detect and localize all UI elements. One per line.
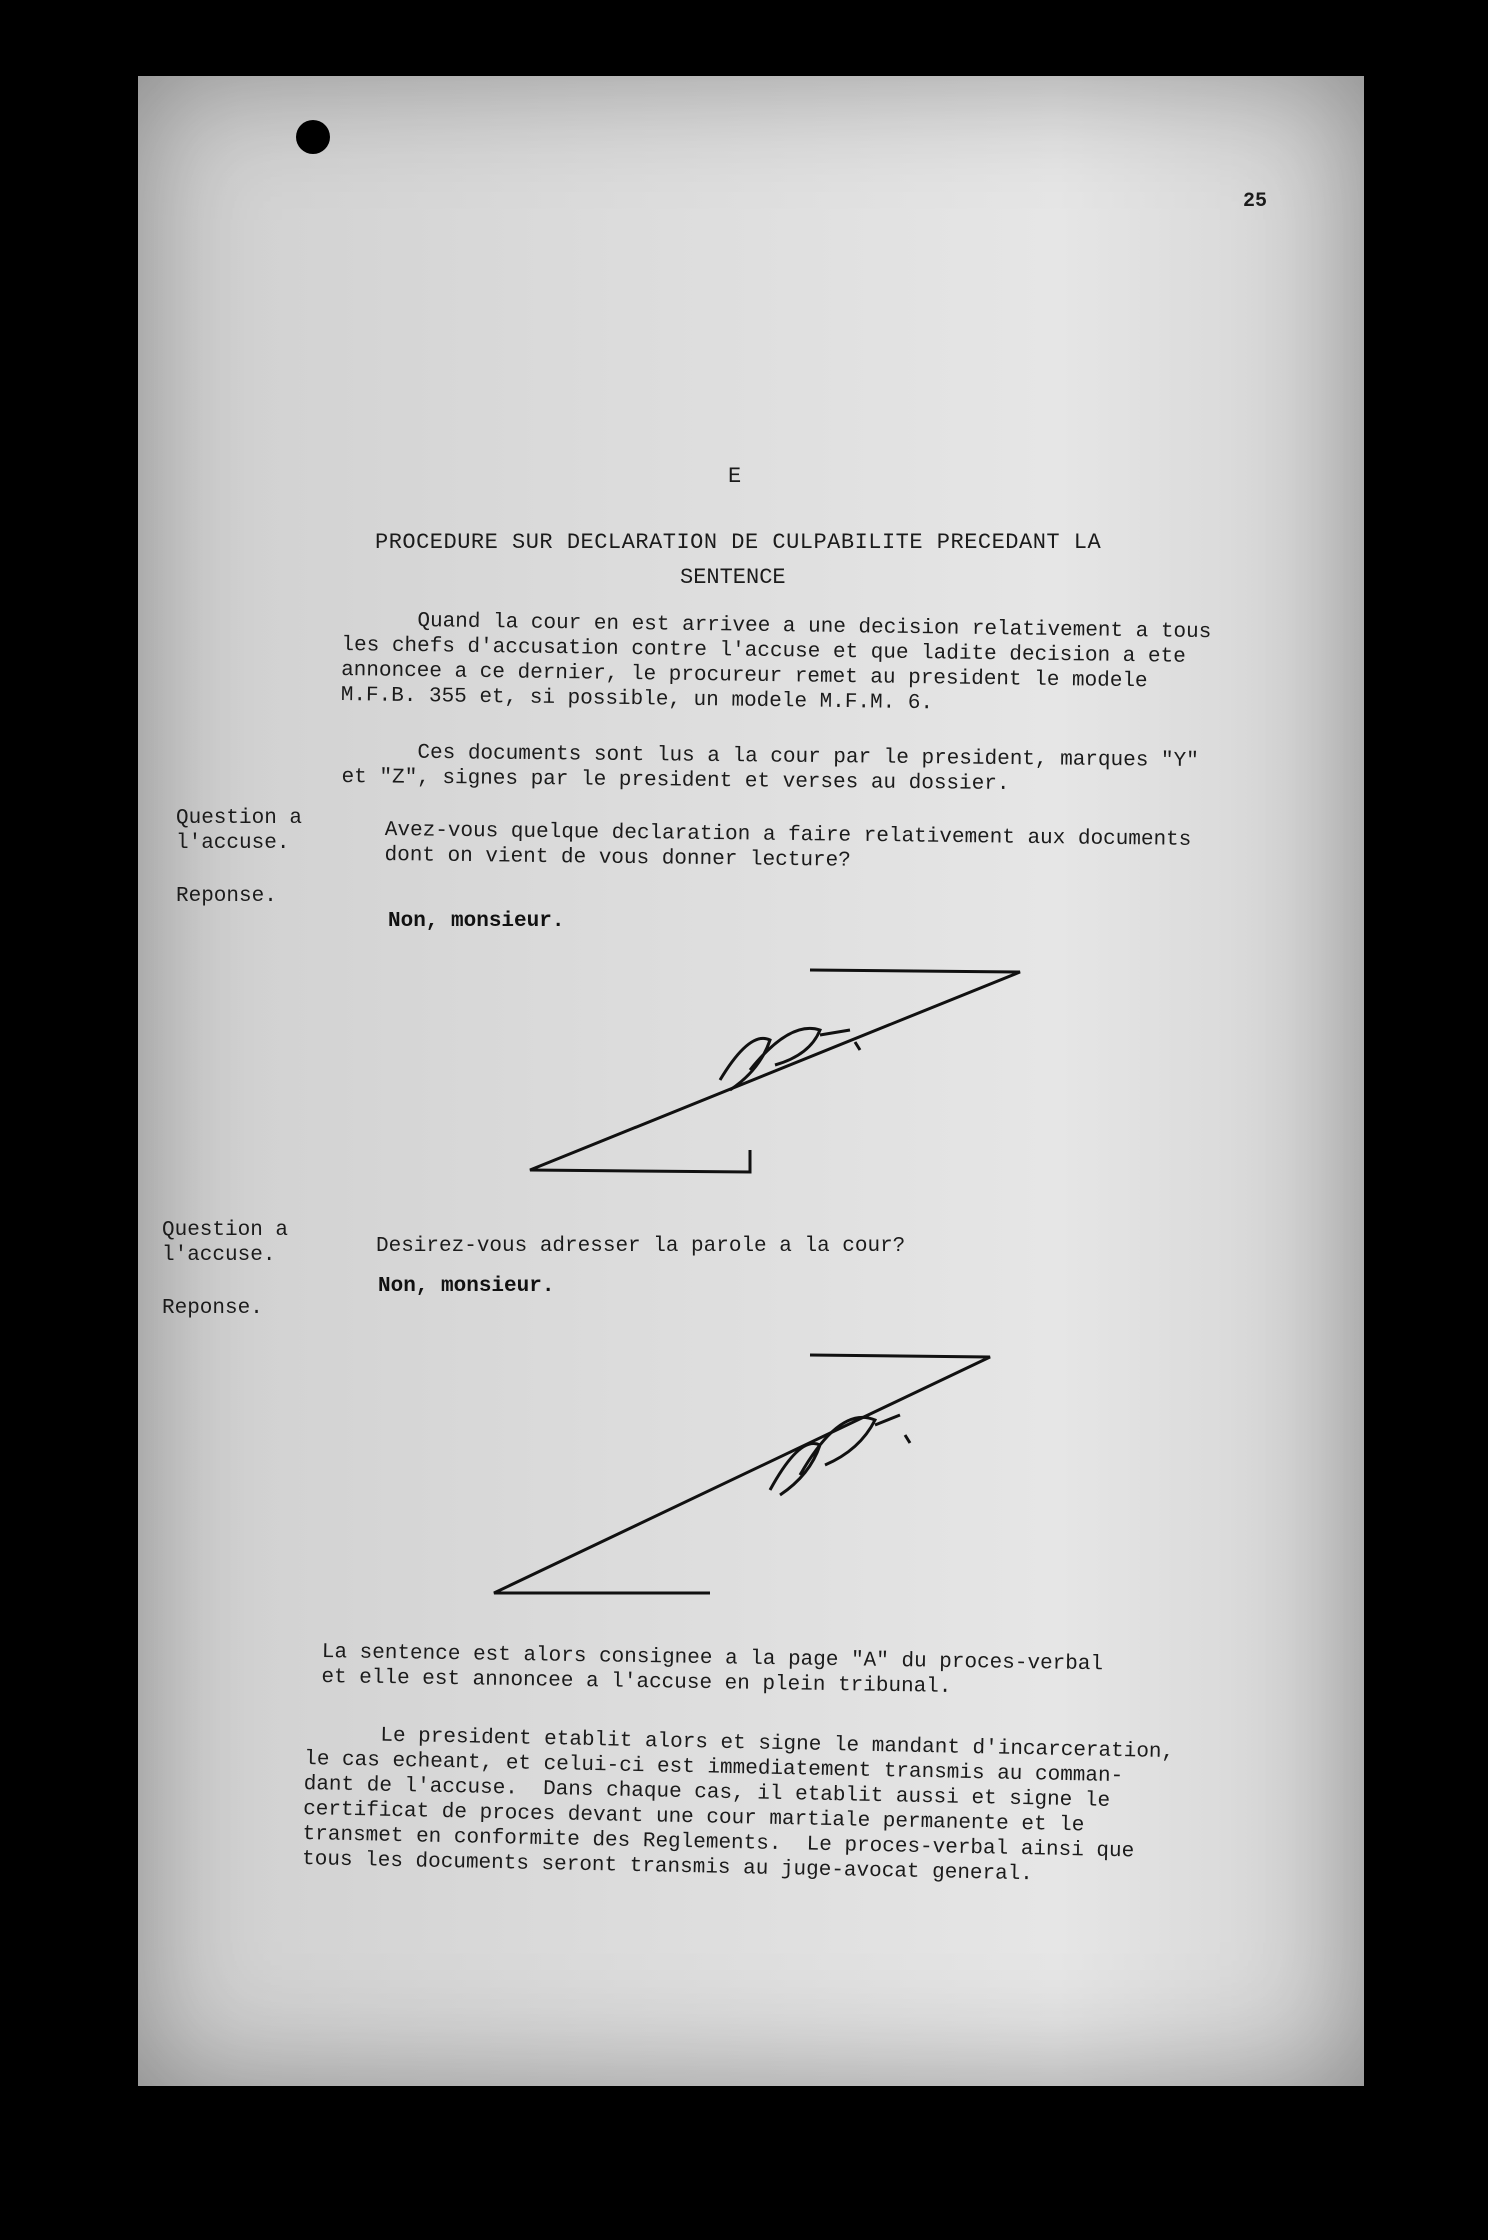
page-number: 25 — [1243, 190, 1268, 213]
question-address-court: Desirez-vous adresser la parole a la cour? — [376, 1235, 906, 1258]
answer-text: Non, monsieur. — [388, 910, 565, 933]
section-heading: PROCEDURE SUR DECLARATION DE CULPABILITE PRECEDANT LA — [375, 530, 1102, 555]
margin-response-label: Reponse. — [176, 885, 277, 908]
paragraph-president-duties: Le president etablit alors et signe le mandant d'incarceration, le cas echeant, et celui-ci est immediatement transmis au comman- dant de l'accuse. Dans chaque cas, il etablit aussi et signe le certificat de proces devant une cour martiale permanente et le transmet en conformite des Reglements. Le proces-verbal ainsi que tous les documents seront transmis au juge-avocat general. — [301, 1722, 1175, 1887]
margin-response-label-2: Reponse. — [162, 1297, 263, 1320]
section-letter: E — [728, 464, 742, 489]
signature-mark-2 — [480, 1345, 1000, 1605]
question-declaration: Avez-vous quelque declaration a faire relativement aux documents dont on vient de vous donner lecture? — [384, 818, 1192, 873]
answer-text-2: Non, monsieur. — [378, 1275, 555, 1298]
margin-question-label: Question a l'accuse. — [176, 807, 303, 855]
paragraph-documents: Ces documents sont lus a la cour par le president, marques "Y" et "Z", signes par le president et verses au dossier. — [341, 740, 1199, 796]
paragraph-decision: Quand la cour en est arrivee a une decision relativement a tous les chefs d'accusation contre l'accuse et que ladite decision a ete annoncee a ce dernier, le procureur remet au president le modele M.F.B. 355 et, si possible, un modele M.F.M. 6. — [340, 608, 1212, 716]
margin-question-label-2: Question a l'accuse. — [162, 1219, 289, 1267]
section-heading-cont: SENTENCE — [680, 565, 786, 590]
punch-hole — [296, 120, 330, 154]
signature-mark — [520, 960, 1040, 1190]
paragraph-sentence: La sentence est alors consignee a la page "A" du proces-verbal et elle est annoncee a l'accuse en plein tribunal. — [321, 1640, 1104, 1699]
